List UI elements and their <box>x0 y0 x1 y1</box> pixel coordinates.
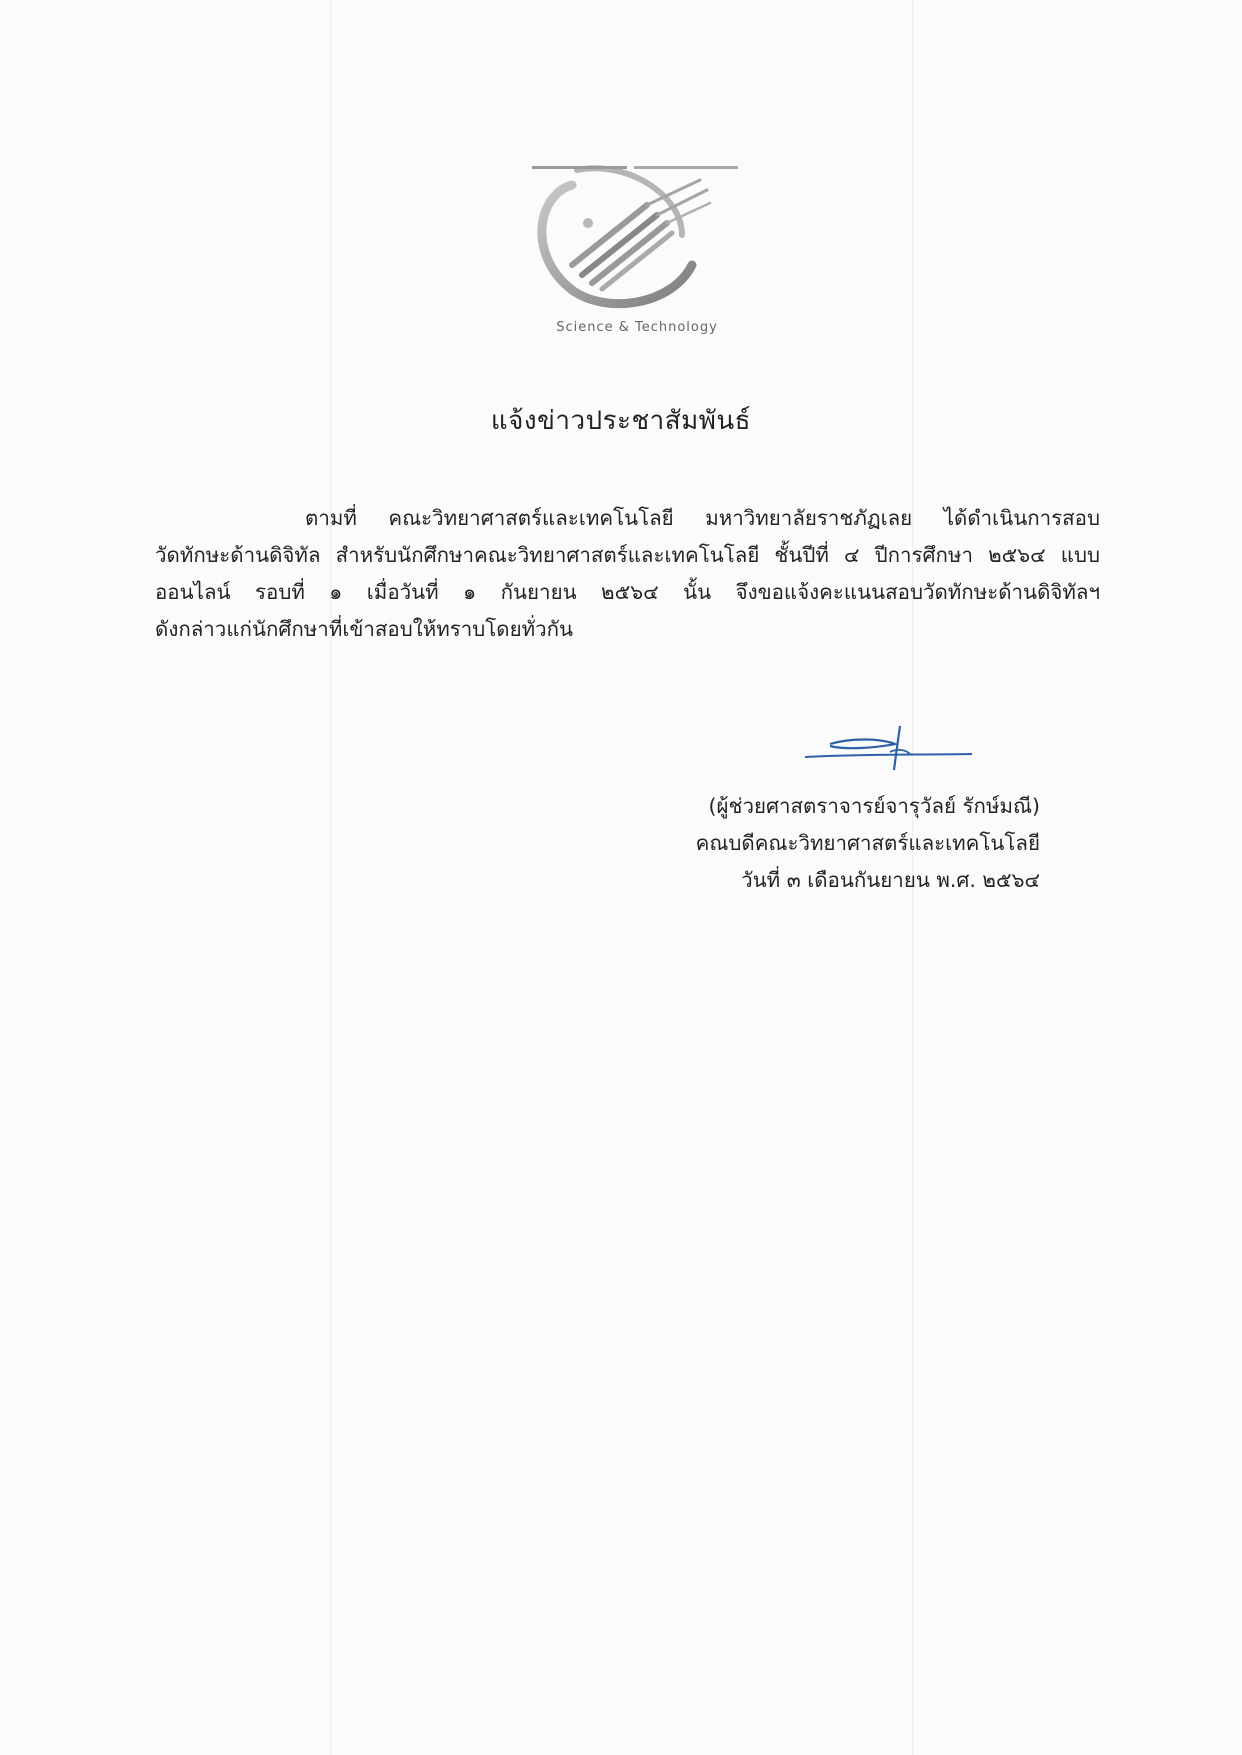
signer-position: คณบดีคณะวิทยาศาสตร์และเทคโนโลยี <box>695 831 1040 855</box>
signature-block <box>680 788 1040 899</box>
document-date: วันที่ ๓ เดือนกันยายน พ.ศ. ๒๕๖๔ <box>741 868 1040 892</box>
scan-artifact-line <box>330 0 331 1755</box>
page-title: แจ้งข่าวประชาสัมพันธ์ <box>490 406 752 436</box>
body-line: วัดทักษะด้านดิจิทัล สำหรับนักศึกษาคณะวิทยาศาสตร์และเทคโนโลยี ชั้นปีที่ ๔ ปีการศึกษา ๒๕๖๔ แบบ <box>155 543 1100 567</box>
announcement-body <box>155 500 1100 648</box>
body-line: ตามที่ คณะวิทยาศาสตร์และเทคโนโลยี มหาวิทยาลัยราชภัฏเลย ได้ดำเนินการสอบ <box>305 506 1100 530</box>
faculty-logo <box>532 165 742 360</box>
handwritten-signature <box>800 722 975 772</box>
logo-subtitle-strip <box>532 165 738 170</box>
orbit-swoosh-icon <box>532 165 742 315</box>
logo-wordmark: Science & Technology <box>556 320 718 335</box>
signer-name: (ผู้ช่วยศาสตราจารย์จารุวัลย์ รักษ์มณี) <box>708 794 1040 818</box>
body-line: ดังกล่าวแก่นักศึกษาที่เข้าสอบให้ทราบโดยทั่วกัน <box>155 617 574 641</box>
body-line: ออนไลน์ รอบที่ ๑ เมื่อวันที่ ๑ กันยายน ๒๕๖๔ นั้น จึงขอแจ้งคะแนนสอบวัดทักษะด้านดิจิทัลฯ <box>155 580 1100 604</box>
